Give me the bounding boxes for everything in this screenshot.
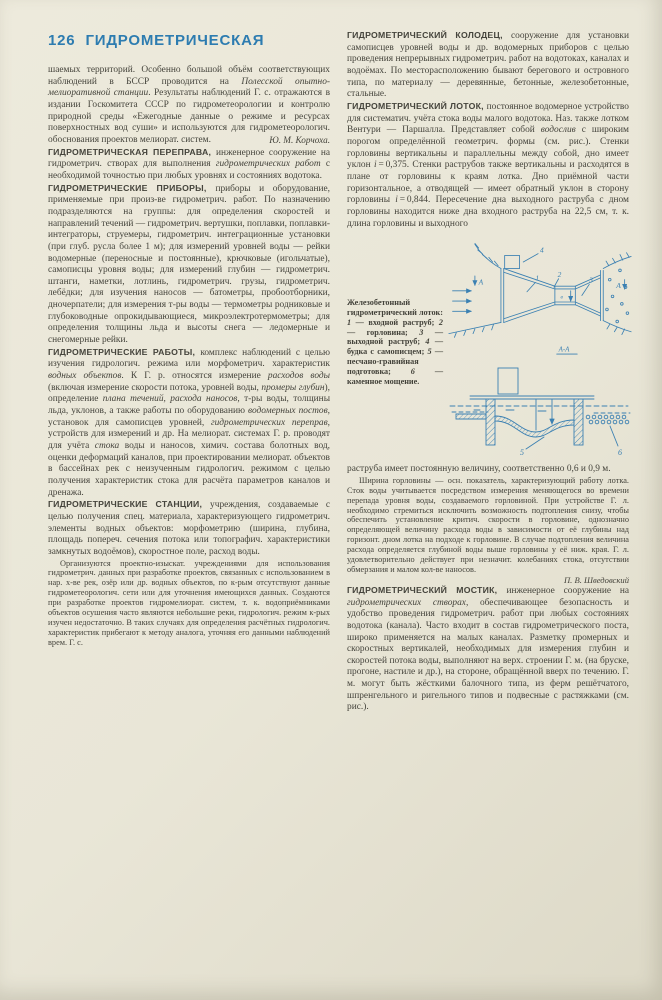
entry-gidrometricheskaya-pereprava: ГИДРОМЕТРИЧЕСКАЯ ПЕРЕПРАВА, инженерное сооружение на гидрометрич. створах для выполнения гидрометрических работ с необходимой точностью при любых уровнях и состояниях водотока.: [48, 146, 330, 181]
left-wall-pier: [486, 399, 495, 445]
left-column: [48, 30, 330, 714]
entry-gidrometricheskiy-kolodec: ГИДРОМЕТРИЧЕСКИЙ КОЛОДЕЦ, сооружение для установки самописцев уровней воды и др. водомерных приборов с целью проведения непрерывных гидрометрич. работ на водотоках, каналах и водоёмах. По месторасположению бывают берегового и островного типа, по материалу — деревянные, бетонные, железобетонные, стальные.: [347, 30, 629, 100]
platform-lines: [470, 396, 594, 399]
section-view-diagram: [447, 366, 633, 460]
entry-gidrometricheskie-raboty: ГИДРОМЕТРИЧЕСКИЕ РАБОТЫ, комплекс наблюдений с целью изучения гидрологич. режима или морфометрич. характеристик водных объектов. К Г. р. относятся измерение расходов воды (включая измерение скорости потока, уровней воды, промеры глубин), определение плана течений, расхода наносов, т-ры воды, толщины льда, уклонов, а также работы по оборудованию водомерных постов, установок для самописцев уровней, гидрометрических переправ, устройств для измерений и др. На мелиорат. системах Г. р. проводят для учёта стока воды и наносов, химич. состава болотных вод, оценки деформаций каналов, при проектировании мелиорат. объектов в бассейнах рек с неизученным гидрологич. режимом с целью получения характеристик стока для расчёта параметров каналов и дренажа.: [48, 346, 331, 498]
entry-gidrometricheskie-stancii: ГИДРОМЕТРИЧЕСКИЕ СТАНЦИИ, учреждения, создаваемые с целью получения спец. материала, характеризующего гидрометрич. элементы водных объектов: морфометрию (ширина, глубина, площадь попереч. сечения потока или топографич. характеристики замкнутых водоёмов), скоростное поле, расход воды.: [48, 499, 330, 557]
figure-label-3: 3: [589, 275, 594, 285]
entry-gidrometricheskiy-lotok: ГИДРОМЕТРИЧЕСКИЙ ЛОТОК, постоянное водомерное устройство для систематич. учёта стока воды малого водотока. Наз. также лотком Вентури — Паршалла. Представляет собой водослив с широким порогом определённой геометрич. формы (см. рис.). Стенки горловины вертикальны и параллельны между собой, дно имеет уклон i = 0,375. Стенки раструбов также вертикальны и расходятся в плане от горловины к краям лотка. Дно приёмной части горизонтальное, а отводящей — имеет обратный уклон в сторону горловины i = 0,844. Пересечение дна выходного раструба с дном горловины находится ниже дна входного раструба на 22,5 см, т. к. длина горловины и выходного: [347, 100, 629, 229]
inlet-converging-walls: [504, 269, 555, 323]
section-mark-right: A: [616, 281, 621, 291]
left-apron-bedding: [456, 414, 486, 419]
inlet-end-wall: [501, 269, 504, 323]
entry-lotok-continuation: раструба имеет постоянную величину, соответственно 0,6 и 0,9 м.: [347, 464, 611, 475]
figure-drawings: [447, 238, 633, 460]
sand-gravel-bedding: [495, 416, 574, 437]
section-mark-left: A: [478, 277, 484, 287]
right-wall-pier: [574, 399, 583, 445]
water-texture-dashes: [474, 410, 546, 411]
entry-gidrometricheskie-pribory: ГИДРОМЕТРИЧЕСКИЕ ПРИБОРЫ, приборы и оборудование, применяемые при произ-ве гидрометрич. работ. По назначению подразделяются на группы: для определения скоростей и направлений течений — гидрометрич. вертушки, поплавки, поплавки-интеграторы, струемеры, гидрометрич. интеграционные установки (при глуб. русла более 1 м); для измерений уровней воды — рейки водомерные (переносные и постоянные), крючковые (игольчатые), самописцы уровня воды; для измерений глубин — гидрометрич. штанги, наметки, лотлинь, гидрометрич. грузы, гидрометрич. лебёдки; для изучения наносов — батометры, пробоотборники, дночерпатели; для измерения т-ры воды — термометры родниковые и глубоководные опрокидывающиеся, микроэлектротермометры; для определения толщины льда и высоты снега — ледомерные и снегомерные рейки.: [48, 182, 330, 346]
leader-6: [610, 426, 618, 446]
figure-label-6: 6: [618, 448, 622, 458]
upper-right-bank-hatching: [606, 253, 629, 266]
page-header: [48, 32, 330, 49]
entry-stancii-details: Организуются проектно-изыскат. учреждениями для использования гидрометрич. данных при разработке проектов, связанных с использованием в нар. х-ве рек, озёр или др. водных объектов, по к-рым отсутствуют данные гидрометеорологич. сети или для уточнения имеющихся данных. Создаются при разработке проектов гидромелиорат. систем, т. к. водоприёмниками объектов осушения часто являются небольшие реки, гидрологич. режим к-рых изучен недостаточно. В таких случаях для определения расчётных гидрологич. характеристик прибегают к методу аналога, уточняя его данными наблюдений врем. Г. с.: [48, 558, 330, 647]
upper-left-bank-hatching: [475, 244, 498, 266]
article-continuation-text: шаемых территорий. Особенно большой объём соответствующих наблюдений в БССР проводится на Полесской опытно-мелиоративной станции. Результаты наблюдений Г. с. отражаются в издании Госкомитета СССР по гидрометеорологии и контролю природной среды «Ежегодные данные о режиме и ресурсах поверхностных вод суши» и используются для гидрометеорологич. обоснования проектов мелиорат. систем.: [48, 65, 330, 145]
flume-figure: [347, 238, 629, 460]
outlet-end-wall: [600, 271, 603, 321]
running-title: ГИДРОМЕТРИЧЕСКАЯ: [85, 32, 265, 49]
lower-right-bank: [603, 321, 631, 332]
entry-lotok-details: Ширина горловины — осн. показатель, характеризующий работу лотка. Сток воды учитывается посредством измерения меняющегося во времени перепада уровня воды, создаваемого горловиной. При устройстве Г. л. необходимо стремиться исключить возможность подтопления снизу, чтобы обеспечить установление критич. скорости в горловине, однозначно определяющей величину расхода воды в зависимости от её глубины над горизонт. дном лотка на подходе к горловине. В случае подтопления величина расхода определяется глубиной воды выше горловины у её ниж. края. Г. л. удовлетворительно действует при незначит. колебаниях стока, отсутствии обмерзания и малом кол-ве наносов.: [347, 475, 629, 574]
author-signature: П. В. Шведовский: [563, 574, 629, 585]
figure-layout: [347, 238, 629, 460]
figure-label-4: 4: [540, 245, 544, 255]
section-title: А-А: [558, 345, 570, 354]
outlet-diverging-walls: [575, 275, 600, 316]
leader-5: [526, 437, 544, 449]
throat-walls: [555, 286, 575, 305]
recorder-hut-section: [498, 368, 518, 394]
stone-pitching-plan: [606, 269, 629, 323]
throat-width-mark: в: [560, 294, 563, 301]
figure-label-5: 5: [520, 448, 524, 458]
figure-label-2: 2: [557, 270, 562, 280]
page-number: 126: [48, 32, 76, 49]
figure-label-1: 1: [535, 273, 540, 283]
entry-gidrometricheskiy-mostik: ГИДРОМЕТРИЧЕСКИЙ МОСТИК, инженерное сооружение на гидрометрических створах, обеспечивающее безопасность и удобство проведения гидрометрич. работ при любых состояниях водотока (канала). Часто входит в состав гидрометрического поста, широко применяется на малых каналах. Разметку промерных и скоростных вертикалей, необходимых для измерения глубин и скоростей потока воды, выполняют на верх. строении Г. м. (на бруске, прогоне, настиле и др.), на стороне, обращённой вверх по течению. Г. м. могут быть жёсткими балочного типа, из ферм решётчатого, шпренгельного и ригельного типов и подвесные с растяжками (см. рис.).: [347, 584, 630, 713]
right-column: [347, 30, 629, 714]
leader-1: [527, 283, 535, 292]
leader-4: [523, 254, 538, 262]
two-column-layout: [48, 30, 632, 714]
upper-right-bank: [603, 257, 631, 269]
figure-caption: Железобетонный гидрометрический лоток: 1 — входной раструб; 2 — горловина; 3 — выходной раструб; 4 — будка с самописцем; 5 — песчано-гравийная подготовка; 6 — каменное мощение.: [347, 298, 444, 386]
recorder-hut-plan: [505, 256, 520, 269]
plan-view-diagram: [447, 238, 633, 366]
stone-pitching-section: [586, 415, 629, 424]
lower-right-bank-hatching: [607, 324, 625, 334]
author-signature: Ю. М. Корчоха.: [269, 134, 330, 145]
